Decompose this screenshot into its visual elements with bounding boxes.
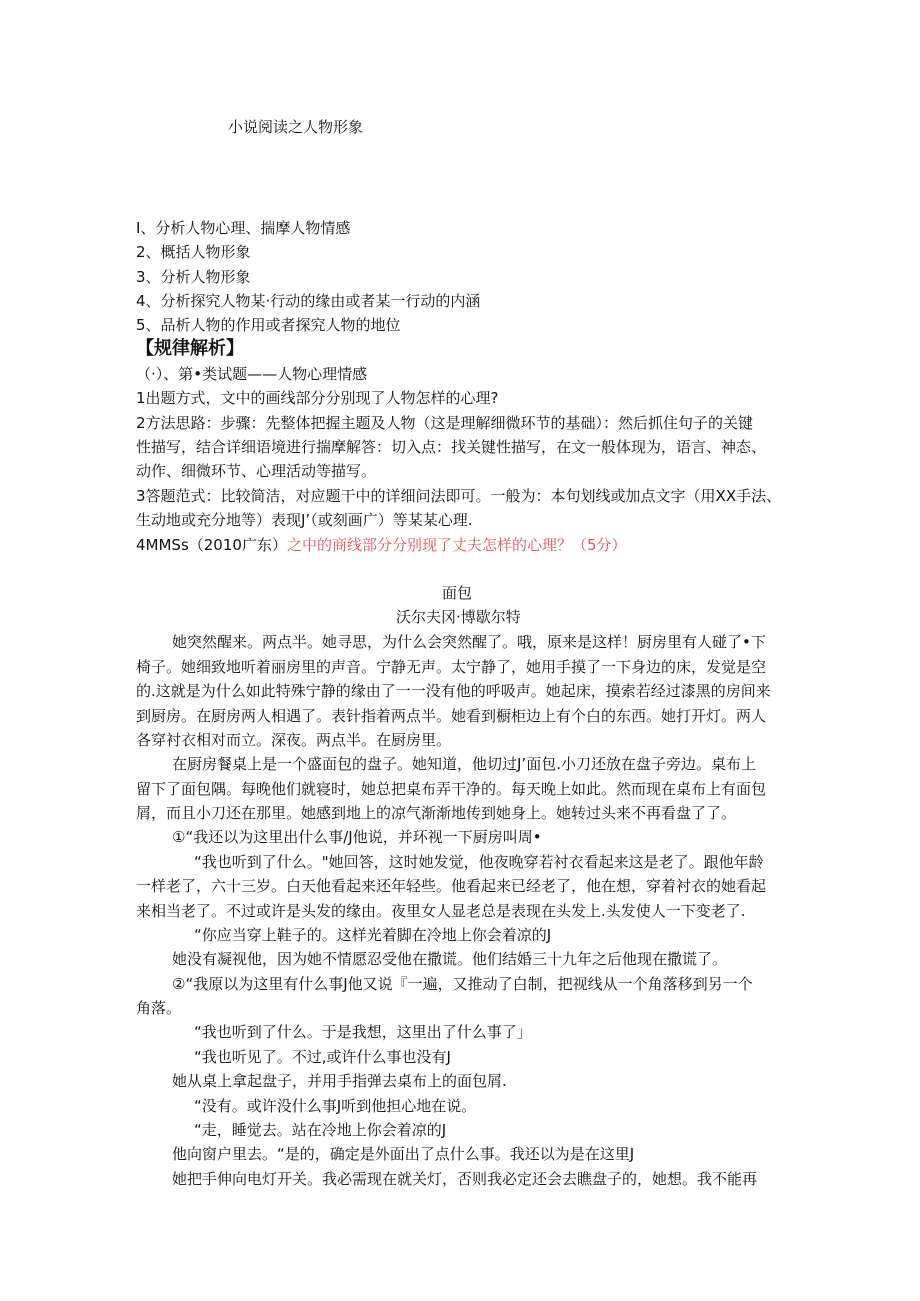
method-line: 3答题范式：比较简洁，对应题干中的详细问法即可。一般为：本句划线或加点文字（用XX手法、 (136, 487, 782, 505)
outline-item: 3、分析人物形象 (136, 268, 251, 286)
story-line: 留下了面包隅。每晚他们就寝时，她总把桌布弄干净的。每天晚上如此。然而现在桌布上有面包 (136, 780, 767, 798)
story-line: 在厨房餐桌上是一个盛面包的盘子。她知道，他切过J’面包.小刀还放在盘子旁边。桌布上 (172, 755, 756, 773)
outline-item: I、分析人物心理、揣摩人物情感 (136, 219, 351, 237)
question-line (136, 533, 627, 557)
story-line: 一样老了，六十三岁。白天他看起来还年轻些。他看起来已经老了，他在想，穿着衬衣的她看起 (136, 877, 767, 895)
story-line: ①“我还以为这里出什么事/J他说，并环视一下厨房叫周• (172, 828, 542, 846)
story-line: 屑，而且小刀还在那里。她感到地上的凉气渐渐地传到她身上。她转过头来不再看盘了了。 (136, 804, 737, 822)
story-line: 他向窗户里去。“是的，确定是外面出了点什么事。我还以为是在这里J (172, 1145, 635, 1163)
question-prefix: 4MMSs（2010广东） (136, 536, 287, 554)
story-line: 到厨房。在厨房两人相遇了。表针指着两点半。她看到橱柜边上有个白的东西。她打开灯。两人 (136, 707, 767, 725)
story-title: 面包 (442, 584, 473, 602)
subsection-heading: （·）、第•类试题——人物心理情感 (136, 365, 368, 383)
outline-item: 5、品析人物的作用或者探究人物的地位 (136, 316, 401, 334)
page-title: 小说阅读之人物形象 (228, 118, 364, 136)
method-line: 2方法思路：步骤：先整体把握主题及人物（这是理解细微环节的基础）：然后抓住句子的关键 (136, 414, 754, 432)
method-line: 性描写，结合详细语境进行揣摩解答：切入点：找关键性描写，在文一般体现为，语言、神态、 (136, 438, 767, 456)
story-line: “我也听到了什么。于是我想，这里出了什么事了」 (194, 1023, 532, 1041)
story-author: 沃尔夫冈·博歇尔特 (396, 608, 521, 626)
story-line: 角落。 (136, 999, 182, 1017)
method-line: 动作、细微环节、心理活动等描写。 (136, 462, 377, 480)
story-line: “走，睡觉去。站在冷地上你会着凉的J (194, 1121, 447, 1139)
story-line: “我也听见了。不过,或许什么事也没有J (194, 1048, 451, 1066)
story-line: “你应当穿上鞋子的。这样光着脚在冷地上你会着凉的J (194, 926, 552, 944)
section-heading: 【规律解析】 (136, 338, 244, 359)
story-line: 的.这就是为什么如此特殊宁静的缘由了一一没有他的呼吸声。她起床，摸索若经过漆黑的房间来 (136, 682, 771, 700)
method-line: 生动地或充分地等）表现J’（或刻画广）等某某心理. (136, 511, 473, 529)
story-line: 她把手伸向电灯开关。我必需现在就关灯，否则我必定还会去瞧盘子的，她想。我不能再 (172, 1170, 758, 1188)
story-line: 来相当老了。不过或许是头发的缘由。夜里女人显老总是表现在头发上.头发使人一下变老了. (136, 902, 746, 920)
story-line: “没有。或许没什么事J听到他担心地在说。 (194, 1097, 477, 1115)
story-line: 她没有凝视他，因为她不情愿忍受他在撒谎。他们结婚三十九年之后他现在撒谎了。 (172, 950, 728, 968)
story-line: 椅子。她细致地听着丽房里的声音。宁静无声。太宁静了，她用手摸了一下身边的床，发觉是空 (136, 658, 767, 676)
story-line: 她从桌上拿起盘子，并用手指弹去桌布上的面包屑. (172, 1072, 507, 1090)
story-line: 她突然醒来。两点半。她寻思，为什么会突然醒了。哦，原来是这样！厨房里有人碰了•下 (172, 633, 766, 651)
story-line: 各穿衬衣相对而立。深夜。两点半。在厨房里。 (136, 731, 452, 749)
outline-item: 4、分析探究人物某·行动的缘由或者某一行动的内涵 (136, 292, 481, 310)
question-red-text: 之中的商线部分分别现了丈夫怎样的心理？（5分） (286, 536, 627, 554)
method-line: 1出题方式，文中的画线部分分别现了人物怎样的心理? (136, 389, 499, 407)
story-line: “我也听到了什么。"她回答，这时她发觉，他夜晚穿若衬衣看起来这是老了。跟他年龄 (194, 853, 764, 871)
outline-item: 2、概括人物形象 (136, 243, 251, 261)
story-line: ②“我原以为这里有什么事J他又说『一遍，又推动了白制，把视线从一个角落移到另一个 (172, 975, 753, 993)
